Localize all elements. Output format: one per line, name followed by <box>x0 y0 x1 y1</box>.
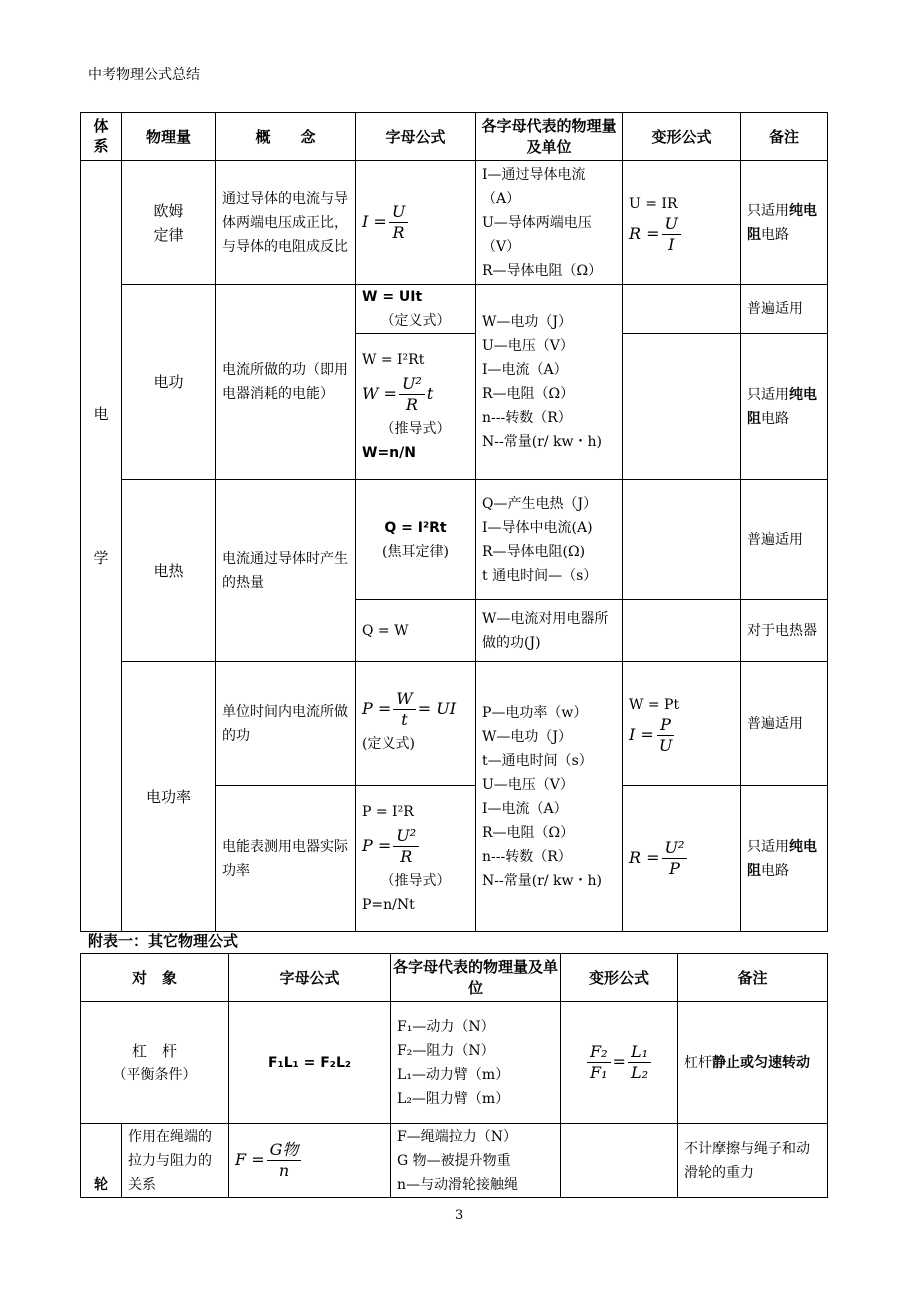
formula-work-derived: W = I²Rt W = $\frac{\text{U²}}{R}$ t （推导式） W=n/N <box>356 334 476 480</box>
relation-pulley: 作用在绳端的拉力与阻力的关系 <box>122 1124 229 1198</box>
symbols-lever: F₁—动力（N） F₂—阻力（N） L₁—动力臂（m） L₂—阻力臂（m） <box>391 1002 561 1124</box>
header-variant: 变形公式 <box>623 113 741 161</box>
concept-ohm: 通过导体的电流与导体两端电压成正比，与导体的电阻成反比 <box>216 161 356 285</box>
row-pulley <box>81 1124 828 1198</box>
page-header: 中考物理公式总结 <box>88 67 200 83</box>
symbols-heat-2: W—电流对用电器所做的功(J) <box>476 600 623 662</box>
object-pulley: 轮 <box>81 1124 122 1198</box>
appendix-header-note: 备注 <box>678 954 828 1002</box>
other-formula-table <box>80 953 828 1198</box>
appendix-header-object: 对 象 <box>81 954 229 1002</box>
appendix-header-symbols: 各字母代表的物理量及单位 <box>391 954 561 1002</box>
row-heat-1 <box>81 480 828 600</box>
quantity-power: 电功率 <box>122 662 216 932</box>
appendix-header-variant: 变形公式 <box>561 954 678 1002</box>
variant-power-1: W = Pt I = $\frac{P}{U}$ <box>623 662 741 786</box>
symbols-work: W—电功（J） U—电压（V） I—电流（A） R—电阻（Ω） n---转数（R） N--常量(r/ kw・h) <box>476 285 623 480</box>
formula-ohm: I = $\frac{U}{R}$ <box>356 161 476 285</box>
quantity-heat: 电热 <box>122 480 216 662</box>
header-quantity: 物理量 <box>122 113 216 161</box>
header-concept: 概 念 <box>216 113 356 161</box>
formula-pulley: F = $\frac{\text{G物}}{n}$ <box>229 1124 391 1198</box>
note-power-1: 普遍适用 <box>741 662 828 786</box>
note-work-2: 只适用纯电阻电路 <box>741 334 828 480</box>
system-char-1: 电 <box>93 405 109 423</box>
header-symbols: 各字母代表的物理量及单位 <box>476 113 623 161</box>
quantity-work: 电功 <box>122 285 216 480</box>
formula-power-derived: P = I²R P = $\frac{\text{U²}}{R}$ （推导式） P=n/Nt <box>356 786 476 932</box>
formula-heat-1: Q = I²Rt (焦耳定律) <box>356 480 476 600</box>
variant-work-2 <box>623 334 741 480</box>
quantity-ohm: 欧姆定律 <box>122 161 216 285</box>
row-ohm <box>81 161 828 285</box>
appendix-title: 附表一：其它物理公式 <box>88 932 239 950</box>
note-pulley: 不计摩擦与绳子和动滑轮的重力 <box>678 1124 828 1198</box>
appendix-header-formula: 字母公式 <box>229 954 391 1002</box>
note-ohm: 只适用纯电阻电路 <box>741 161 828 285</box>
symbols-heat-1: Q—产生电热（J） I—导体中电流(A) R—导体电阻(Ω) t 通电时间—（s） <box>476 480 623 600</box>
concept-heat: 电流通过导体时产生的热量 <box>216 480 356 662</box>
symbols-power: P—电功率（w） W—电功（J） t—通电时间（s） U—电压（V） I—电流（A） R—电阻（Ω） n---转数（R） N--常量(r/ kw・h) <box>476 662 623 932</box>
row-power-1 <box>81 662 828 786</box>
concept-power-1: 单位时间内电流所做的功 <box>216 662 356 786</box>
variant-lever: $\frac{\text{F₂}}{\text{F₁}}$ = $\frac{\text{L₁}}{\text{L₂}}$ <box>561 1002 678 1124</box>
formula-power-def: P = $\frac{W}{t}$ = UI (定义式) <box>356 662 476 786</box>
symbols-pulley: F—绳端拉力（N） G 物—被提升物重 n—与动滑轮接触绳 <box>391 1124 561 1198</box>
system-cell <box>81 161 122 932</box>
note-heat-1: 普遍适用 <box>741 480 828 600</box>
page-number: 3 <box>455 1208 464 1223</box>
formula-heat-2: Q = W <box>356 600 476 662</box>
header-note: 备注 <box>741 113 828 161</box>
table-header-row <box>81 113 828 161</box>
header-system: 体系 <box>81 113 122 161</box>
variant-heat-1 <box>623 480 741 600</box>
variant-heat-2 <box>623 600 741 662</box>
note-power-2: 只适用纯电阻电路 <box>741 786 828 932</box>
header-formula: 字母公式 <box>356 113 476 161</box>
variant-power-2: R = $\frac{\text{U²}}{P}$ <box>623 786 741 932</box>
system-char-2: 学 <box>93 549 109 567</box>
note-lever: 杠杆静止或匀速转动 <box>678 1002 828 1124</box>
variant-ohm: U = IR R = $\frac{U}{I}$ <box>623 161 741 285</box>
note-heat-2: 对于电热器 <box>741 600 828 662</box>
formula-lever: F₁L₁ = F₂L₂ <box>229 1002 391 1124</box>
variant-work-1 <box>623 285 741 334</box>
object-lever: 杠 杆 （平衡条件） <box>81 1002 229 1124</box>
variant-pulley <box>561 1124 678 1198</box>
row-work-1 <box>81 285 828 334</box>
row-lever <box>81 1002 828 1124</box>
appendix-header-row <box>81 954 828 1002</box>
symbols-ohm: I—通过导体电流（A） U—导体两端电压（V） R—导体电阻（Ω） <box>476 161 623 285</box>
electricity-formula-table <box>80 112 828 932</box>
formula-work-def: W = UIt （定义式） <box>356 285 476 334</box>
concept-work: 电流所做的功（即用电器消耗的电能） <box>216 285 356 480</box>
concept-power-2: 电能表测用电器实际功率 <box>216 786 356 932</box>
note-work-1: 普遍适用 <box>741 285 828 334</box>
